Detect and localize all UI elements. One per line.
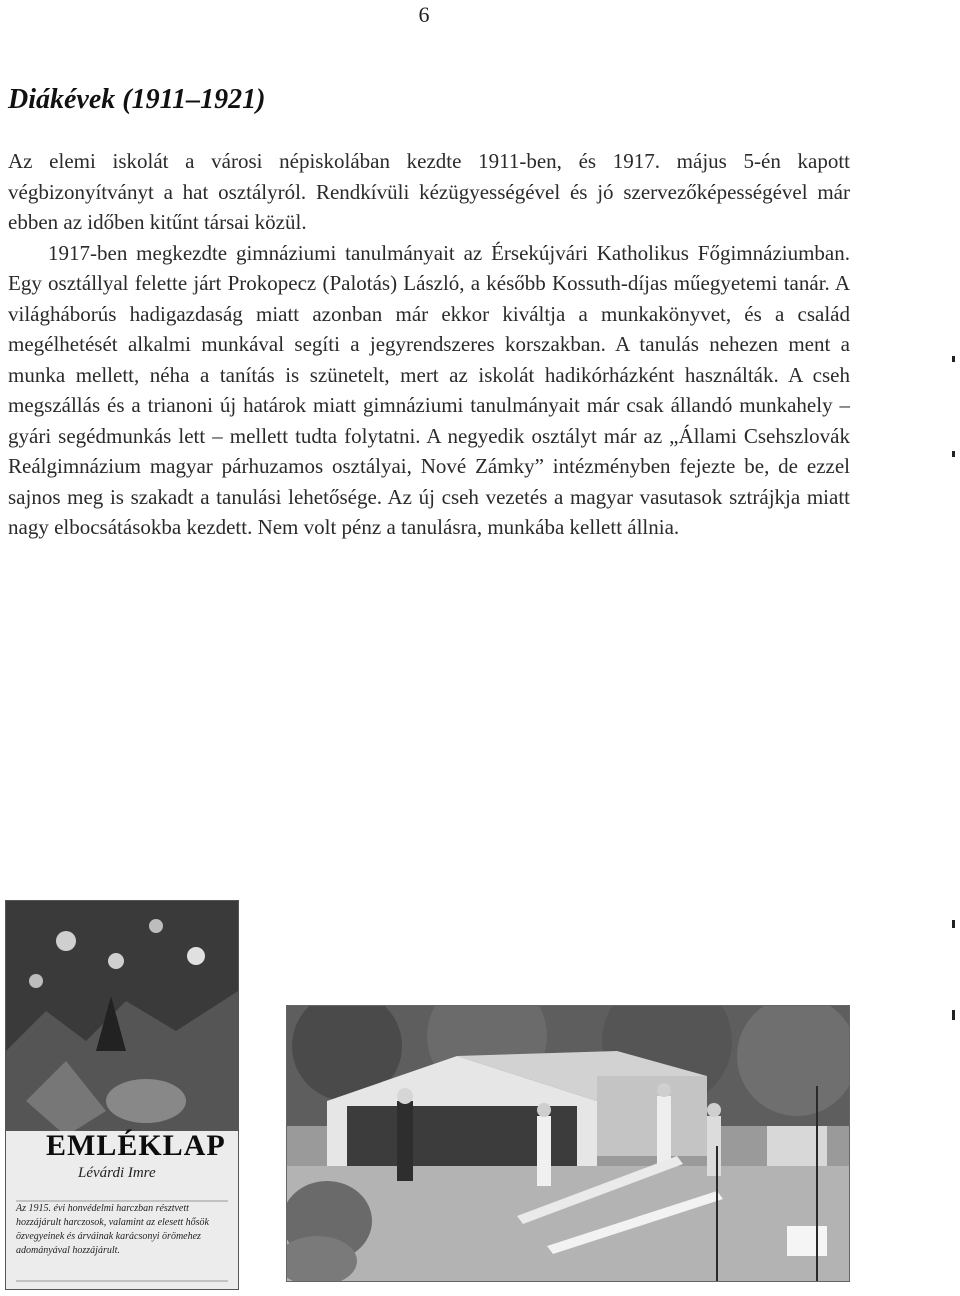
chapter-title: Diákévek (1911–1921) [8,84,266,115]
paragraph-2: 1917-ben megkezdte gimnáziumi tanulmányait az Érsekújvári Katholikus Főgimnáziumban. Egy osztállyal felette járt Prokopecz (Palotás) László, a később Kossuth-díjas műegyetemi tanár. A világháborús hadigazdaság miatt azonban már ekkor kiváltja a munkakönyvet, és a család megélhetését alkalmi munkával segíti a jegyrendszeres korszakban. A tanulás nehezen ment a munka mellett, néha a tanítás is szünetelt, mert az iskolát hadikórházként használták. A cseh megszállás és a trianoni új határok miatt gimnáziumi tanulmányait már csak állandó munkahely – gyári segédmunkás lett – mellett tudta folytatni. A negyedik osztályt már az „Állami Csehszlovák Reálgimnázium magyar párhuzamos osztályai, Nové Zámky” intézményben fejezte be, de ezzel sajnos meg is szakadt a tanulási lehetősége. Az új cseh vezetés a magyar vasutasok sztrájkja miatt nagy elbocsátásokba kezdett. Nem volt pénz a tanulásra, munkába kellett állnia. [8,240,850,539]
camp-photo [286,1005,850,1282]
diploma-line-3: özvegyeinek és árváinak karácsonyi örömehez [16,1231,201,1242]
margin-mark [952,451,955,457]
margin-mark [952,920,955,928]
diploma-line-4: adományával hozzájárult. [16,1245,120,1256]
page-number: 6 [418,2,430,27]
diploma-photo [5,900,239,1290]
diploma-line-2: hozzájárult harczosok, valamint az elesett hősök [16,1217,209,1228]
camp-scene-illustration [287,1006,849,1281]
paragraph-1: Az elemi iskolát a városi népiskolában kezdte 1911-ben, és 1917. május 5-én kapott végbizonyítványt a hat osztályról. Rendkívüli kézügyességével és jó szervezőképességével már ebben az időben kitűnt társai közül. [8,149,850,234]
body-text [8,146,850,543]
diploma-name: Lévárdi Imre [78,1165,156,1181]
margin-mark [952,356,955,362]
diploma-line-1: Az 1915. évi honvédelmi harczban résztvett [16,1203,189,1214]
margin-mark [952,1010,955,1020]
diploma-title: EMLÉKLAP [46,1129,226,1162]
